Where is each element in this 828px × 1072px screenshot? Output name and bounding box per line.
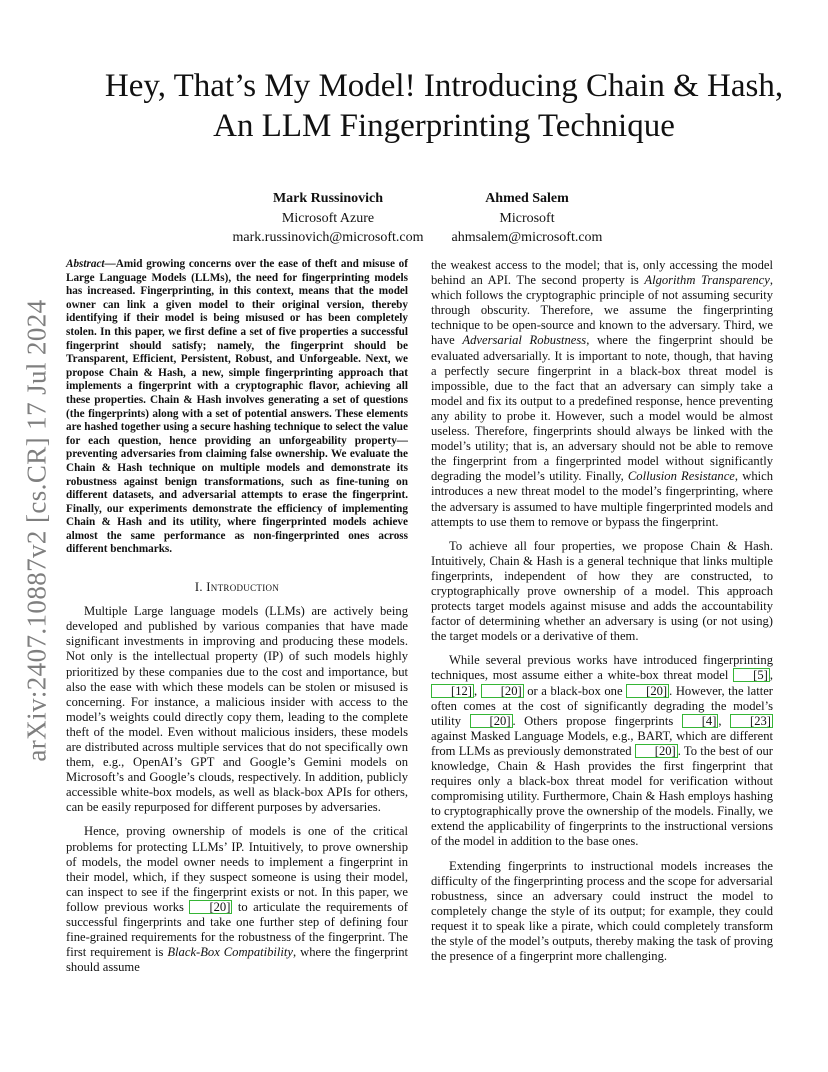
separator-text: , [769, 668, 773, 683]
paragraph-text: While several previous works have introduced fingerprinting techniques, most assume either a white-box threat model [431, 653, 773, 683]
citation-link[interactable]: [23] [730, 714, 773, 728]
right-column [431, 258, 773, 973]
author-block-2 [437, 189, 617, 248]
author-affiliation: Microsoft Azure [281, 210, 375, 226]
intro-paragraph-6: Extending fingerprints to instructional models increases the difficulty of the fingerprinting process and the scope for adversarial robustness, since an adversary could instruct the model to completely change the style of its output; for example, they could request it to speak like a pirate, which could completely transform the style of the model’s outputs, thereby making the task of proving the presence of a fingerprint more challenging. [431, 858, 773, 964]
section-heading-introduction: I. Introduction [194, 580, 280, 595]
abstract [66, 258, 408, 557]
abstract-label: Abstract [66, 258, 105, 270]
citation-link[interactable]: [20] [189, 900, 232, 914]
citation-link[interactable]: [20] [481, 684, 524, 698]
abstract-text: —Amid growing concerns over the ease of theft and misuse of Large Language Models (LLMs), the need for fingerprinting models has increased. Fingerprinting, in this context, means that the model owner can link a given model to their original version, thereby identifying if their model is being misused or has been completely stolen. In this paper, we first define a set of five properties a successful fingerprint should satisfy; namely, the fingerprint should be Transparent, Efficient, Persistent, Robust, and Unforgeable. Next, we propose Chain & Hash, a new, simple fingerprinting approach that implements a fingerprint with a cryptographic flavor, achieving all these properties. Chain & Hash involves generating a set of questions (the fingerprints) along with a set of potential answers. These elements are hashed together using a secure hashing technique to select the value for each question, hence providing an unforgeability property—preventing adversaries from claiming false ownership. We evaluate the Chain & Hash technique on multiple models and demonstrate its robustness against benign transformations, such as fine-tuning on different datasets, and adversarial attempts to erase the fingerprint. Finally, our experiments demonstrate the efficiency of implementing Chain & Hash and its utility, where fingerprinted models achieve almost the same performance as non-fingerprinted ones across different benchmarks. [66, 258, 408, 556]
author-name: Ahmed Salem [485, 191, 569, 206]
author-email: ahmsalem@microsoft.com [451, 230, 603, 245]
paragraph-text: . To the best of our knowledge, Chain & Hash provides the first fingerprint that requires only a black-box threat model for verification without compromising utility. Furthermore, Chain & Hash employs hashing to cryptographically prove the ownership of the models. Finally, we extend the applicability of fingerprints to the instructional versions of the model in addition to the base ones. [431, 743, 773, 849]
citation-link[interactable]: [20] [626, 684, 669, 698]
title-line-2: An LLM Fingerprinting Technique [213, 108, 675, 144]
paragraph-text: . Others propose fingerprints [512, 713, 682, 728]
citation-link[interactable]: [20] [470, 714, 513, 728]
paragraph-text: Hence, proving ownership of models is one of the critical problems for protecting LLMs’ IP. Intuitively, to prove ownership of models, the model owner needs to implement a fingerprint in their model, which, if they suspect someone is using their model, can inspect to see if the fingerprint exists or not. In this paper, we follow previous works [66, 824, 408, 914]
paragraph-text: , where the fingerprint should assume [66, 945, 408, 975]
separator-text: , [473, 683, 481, 698]
paragraph-text: against Masked Language Models, e.g., BART, which are different from LLMs as previously demonstrated [431, 728, 773, 758]
paragraph-text: , where the fingerprint should be evaluated adversarially. It is important to note, though, that having a perfectly secure fingerprint in a black-box threat model is impossible, due to the fact that an adversary can simply take a model and fix its output to a predefined response, hence preventing any ability to probe it. However, such a model would be almost useless. Therefore, fingerprints should always be linked with the model’s utility; that is, an adversary should not be able to remove the fingerprint from a fingerprinted model without significantly degrading the model’s utility. Finally, [431, 333, 774, 484]
citation-link[interactable]: [20] [635, 744, 678, 758]
author-name: Mark Russinovich [272, 191, 384, 206]
title-line-1: Hey, That’s My Model! Introducing Chain & Hash, [104, 68, 784, 104]
paper-title [60, 66, 828, 146]
paragraph-text: to articulate the requirements of successful fingerprints and take one further step of defining four fine-grained requirements for the robustness of the fingerprint. The first requirement is [66, 899, 408, 960]
intro-paragraph-5 [431, 653, 773, 849]
left-column [66, 258, 408, 984]
citation-link[interactable]: [5] [733, 668, 770, 682]
emphasis-term: Algorithm Transparency [644, 273, 770, 288]
citation-link[interactable]: [4] [682, 714, 719, 728]
paragraph-text: or a black-box one [523, 683, 627, 698]
intro-paragraph-2 [66, 824, 408, 975]
emphasis-term: Adversarial Robustness [462, 333, 587, 348]
intro-paragraph-4: To achieve all four properties, we propose Chain & Hash. Intuitively, Chain & Hash is a general technique that links multiple fingerprints, independent of how they are constructed, to cryptographically prove ownership of a model. This approach protects target models against misuse and adds the accountability factor of determining whether an adversary is using (or not using) the target models or a derivative of them. [431, 538, 773, 644]
paragraph-text: , which introduces a new threat model to the model’s fingerprinting, where the adversary is assumed to have multiple fingerprinted models and attempts to use them to remove or bypass the fingerprint. [431, 469, 773, 529]
author-block-1 [218, 189, 438, 248]
separator-text: , [718, 713, 731, 728]
author-affiliation: Microsoft [499, 210, 555, 226]
arxiv-identifier: arXiv:2407.10887v2 [cs.CR] 17 Jul 2024 [21, 298, 52, 762]
intro-paragraph-3 [431, 258, 773, 530]
paragraph-text: , which follows the cryptographic principle of not assuming security through obscurity. Therefore, we assume the fingerprinting technique to be open-source and known to the adversary. Third, we have [431, 273, 773, 348]
paragraph-text: . However, the latter often comes at the cost of significantly degrading the model’s utility [431, 683, 773, 728]
emphasis-term: Black-Box Compatibility [167, 945, 294, 960]
paragraph-text: the weakest access to the model; that is, only accessing the model behind an API. The second property is [431, 258, 773, 288]
emphasis-term: Collusion Resistance [627, 469, 735, 484]
author-email: mark.russinovich@microsoft.com [232, 230, 424, 245]
intro-paragraph-1: Multiple Large language models (LLMs) are actively being developed and published by various companies that have made significant investments in improving and producing these models. Not only is the intellectual property (IP) of such models highly prioritized by these companies due to the cost and importance, but also the ease with which these models can be stolen or misused is concerning. For instance, a malicious insider with access to the model’s weights could directly copy them, leading to the complete theft of the model. Even without malicious insiders, these models are distributed across multiple services that do not specifically own them, e.g., OpenAI’s GPT and Google’s Gemini models on Microsoft’s and Google’s clouds, respectively. In addition, publicly accessible white-box models, as well as black-box APIs for others, can be easily repurposed for different purposes by adversaries. [66, 604, 408, 815]
citation-link[interactable]: [12] [431, 684, 474, 698]
arxiv-side-stamp [14, 295, 60, 765]
